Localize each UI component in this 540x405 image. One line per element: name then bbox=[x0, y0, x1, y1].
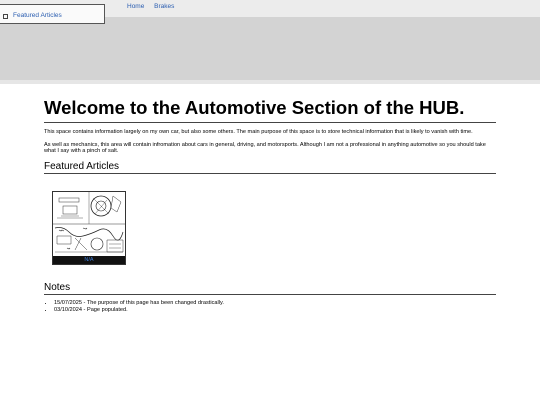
notes-list bbox=[44, 300, 496, 314]
note-item: • 03/10/2024 - Page populated. bbox=[54, 307, 496, 314]
main-content bbox=[44, 96, 496, 314]
nav-bar bbox=[127, 3, 182, 10]
featured-article-caption[interactable]: N/A bbox=[53, 256, 125, 264]
notes-heading: Notes bbox=[44, 282, 496, 295]
toc-bullet-icon bbox=[3, 14, 8, 19]
intro-paragraph-2: As well as mechanics, this area will contain infromation about cars in general, driving, and motorsports. Although I am not a professional in anything automotive so you should take what I say with a pinch of salt. bbox=[44, 141, 486, 155]
featured-articles-heading: Featured Articles bbox=[44, 161, 496, 174]
nav-link-brakes[interactable]: Brakes bbox=[154, 3, 175, 10]
nav-link-home[interactable]: Home bbox=[127, 3, 145, 10]
note-item: • 15/07/2025 - The purpose of this page has been changed drastically. bbox=[54, 300, 496, 307]
featured-article-card[interactable] bbox=[52, 191, 126, 265]
table-of-contents bbox=[0, 4, 105, 24]
brake-diagram-icon bbox=[53, 192, 125, 256]
header-banner bbox=[0, 17, 540, 84]
toc-link-featured-articles[interactable]: Featured Articles bbox=[13, 12, 62, 19]
intro-paragraph-1: This space contains information largely on my own car, but also some others. The main purpose of this space is to store technical information that is likely to vanish with time. bbox=[44, 129, 473, 135]
page-title: Welcome to the Automotive Section of the HUB. bbox=[44, 96, 496, 123]
